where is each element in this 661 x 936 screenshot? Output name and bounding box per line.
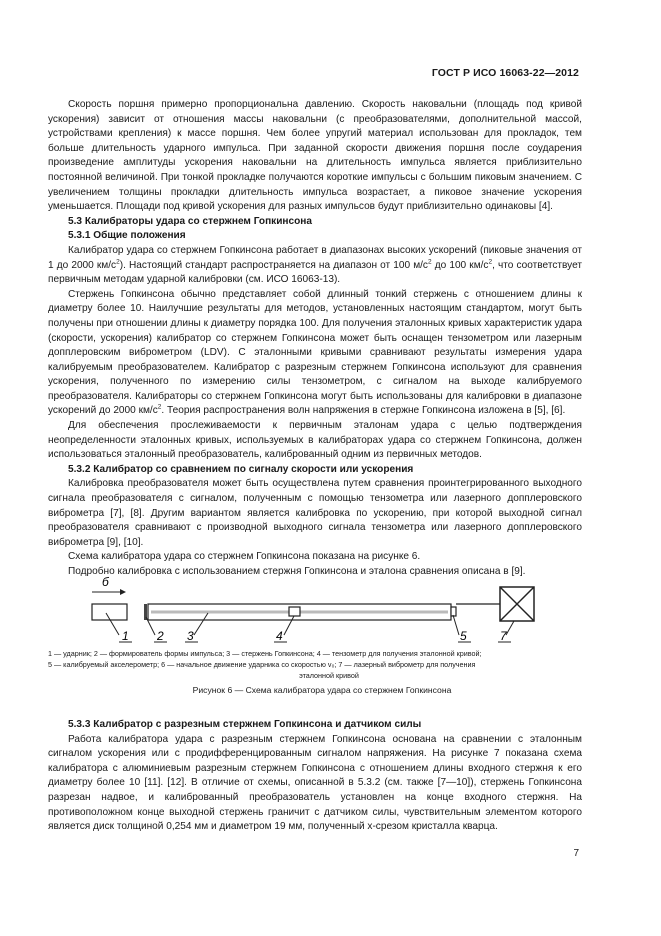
- label-7: 7: [500, 629, 507, 643]
- label-2: 2: [157, 629, 164, 643]
- section-heading: 5.3 Калибраторы удара со стержнем Гопкинсона: [68, 215, 313, 227]
- strain-gauge: [289, 607, 300, 616]
- legend-line: эталонной кривой: [299, 671, 359, 680]
- paragraph: Стержень Гопкинсона обычно представляет собой длинный тонкий стержень с отношением длины к диаметру более 10. Наилучшие результаты для методов, установленных настоящим стандартом, могут быть получены при отношении длины к диаметру порядка 100. Для получения эталонных кривых характеристик удара (скорости, ускорения) калибратор со стержнем Гопкинсона может быть оснащен тензометром или лазерным допплеровским виброметром (LDV). С эталонными кривыми сравнивают результаты измерения удара калибруемым преобразователем. Калибратор с разрезным стержнем Гопкинсона используют для сравнения ускорения, полученного по измерению силы тензометром, с сигналом на выходе калибруемого преобразователя. Калибраторы со стержнем Гопкинсона могут быть использованы для калибровки в диапазоне ускорений до 2000 $км/с^2$. Теория распространения волн напряжения в стержне Гопкинсона изложена в [5], [6].: [48, 288, 582, 417]
- leader-7: [506, 621, 514, 635]
- figure-6-diagram: [48, 573, 608, 653]
- legend-line: 5 — калибруемый акселерометр; 6 — начальное движение ударника со скоростью v₀; 7 — лазерный виброметр для получения: [48, 660, 476, 669]
- accelerometer: [451, 607, 456, 616]
- main-text: [48, 98, 582, 580]
- paragraph: Схема калибратора удара со стержнем Гопкинсона показана на рисунке 6.: [68, 551, 421, 563]
- figure-caption: Рисунок 6 — Схема калибратора удара со стержнем Гопкинсона: [192, 685, 452, 695]
- paragraph: Скорость поршня примерно пропорциональна давлению. Скорость наковальни (площадь под кривой ускорения) зависит от отношения массы наковальни (с преобразователями, дополнительной массой, устройствами крепления) к массе поршня. Чем более упругий материал использован для прокладок, тем больше длительность ударного импульса. При заданной скорости движения поршня после соударения произведение амплитуды ускорения наковальни на длительность импульса является приблизительно постоянной величиной. При тонкой прокладке получаются короткие импульсы с большим пиковым значением. С увеличением толщины прокладки длительность импульса возрастает, а пиковое значение ускорения уменьшается. Площади под кривой ускорения для разных импульсов будут приблизительно одинаковы [4].: [48, 99, 582, 213]
- paragraph: Калибровка преобразователя может быть осуществлена путем сравнения проинтегрированного выходного сигнала преобразователя с сигналом, полученным с помощью тензометра или лазерного допплеровского виброметра [7], [8]. Другим вариантом является калибровка по ускорению, при которой выходной сигнал преобразователя сравнивают с производной выходного сигнала тензометра или лазерного допплеровского виброметра [9], [10].: [48, 478, 582, 548]
- label-4: 4: [276, 629, 283, 643]
- paragraph: Работа калибратора удара с разрезным стержнем Гопкинсона основана на сравнении с эталонным сигналом ускорения или с продифференцированным сигналом напряжения. На рисунке 7 показана схема калибратора с алюминиевым разрезным стержнем Гопкинсона с отношением длины входного стержня к его диаметру более 10 [11]. [12]. В отличие от схемы, описанной в 5.3.2 (см. также [7—10]), стержень Гопкинсона разрезан надвое, и калиброванный преобразователь установлен на конце входного стержня. На противоположном конце выходной стержень граничит с датчиком силы, чувствительным элементом которого является диск толщиной 0,254 мм и диаметром 19 мм, полученный x-срезом кристалла кварца.: [48, 733, 582, 833]
- page-number: 7: [573, 848, 579, 859]
- standard-header: ГОСТ Р ИСО 16063-22—2012: [431, 67, 579, 79]
- label-1: 1: [122, 629, 129, 643]
- motion-arrow-head: [120, 589, 126, 595]
- paragraph: Калибратор удара со стержнем Гопкинсона работает в диапазонах высоких ускорений (пиковые значения от 1 до 2000 $км/с^2$). Настоящий стандарт распространяется на диапазон от 100 $м/с^2$ до 100 $км/с^2$, что соответствует первичным методам ударной калибровки (см. ИСО 16063-13).: [48, 244, 582, 286]
- leader-5: [453, 615, 459, 635]
- main-text-continued: [48, 718, 582, 835]
- label-5: 5: [460, 629, 467, 643]
- subsection-heading: 5.3.3 Калибратор с разрезным стержнем Гопкинсона и датчиком силы: [68, 719, 422, 730]
- paragraph: Для обеспечения прослеживаемости к первичным эталонам удара с целью подтверждения неопределенности эталонных кривых, используемых в калибраторах удара со стержнем Гопкинсона, должен использоваться эталонный преобразователь, калиброванный одним из первичных методов.: [48, 420, 582, 461]
- label-3: 3: [187, 629, 194, 643]
- legend-line: 1 — ударник; 2 — формирователь формы импульса; 3 — стержень Гопкинсона; 4 — тензометр для получения эталонной кривой;: [48, 649, 482, 658]
- arrow-label: б: [102, 575, 109, 589]
- striker: [92, 604, 127, 620]
- figure-legend: [48, 648, 596, 681]
- paragraph: Подробно калибровка с использованием стержня Гопкинсона и эталона сравнения описана в [9].: [68, 566, 526, 577]
- subsection-heading: 5.3.1 Общие положения: [68, 230, 186, 242]
- subsection-heading: 5.3.2 Калибратор со сравнением по сигналу скорости или ускорения: [68, 463, 414, 475]
